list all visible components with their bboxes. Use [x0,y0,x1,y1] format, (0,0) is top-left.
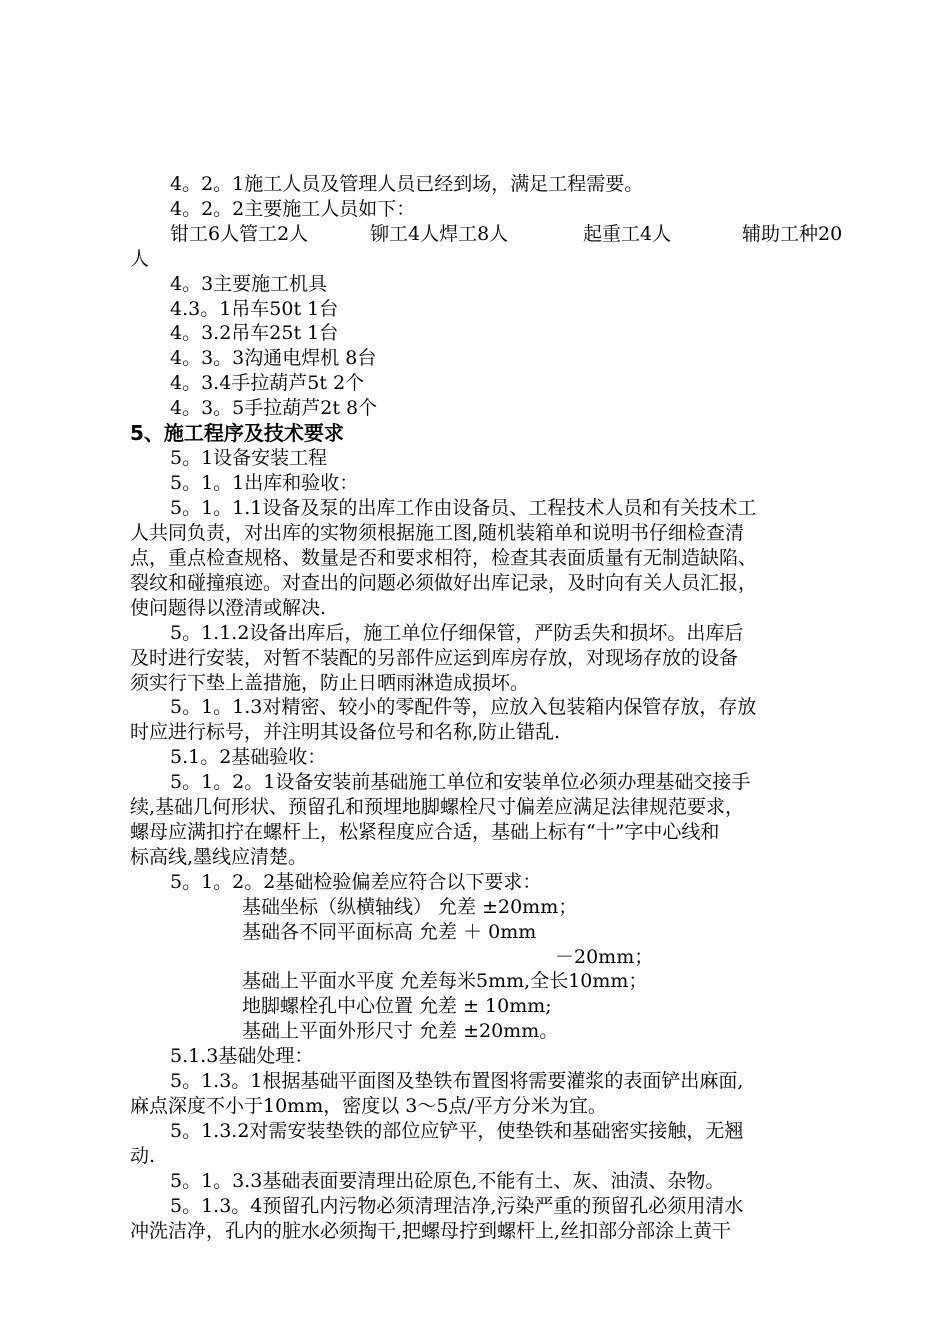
paragraph-line: 标高线,墨线应清楚。 [130,846,308,868]
paragraph-line: 4。3.2吊车25t 1台 [170,322,339,344]
paragraph-line: 5.1.3基础处理： [170,1045,314,1067]
worker-list-item: 辅助工种20 [742,223,843,245]
paragraph-line: 5。1。3.3基础表面要清理出砼原色,不能有土、灰、油渍、杂物。 [170,1170,725,1192]
paragraph-line: 5。1.1.2设备出库后，施工单位仔细保管，严防丢失和损坏。出库后 [170,622,744,644]
paragraph-line: 5。1.3.2对需安装垫铁的部位应铲平，使垫铁和基础密实接触，无翘 [170,1120,744,1142]
paragraph-line: 螺母应满扣拧在螺杆上，松紧程度应合适，基础上标有“十”字中心线和 [130,821,720,843]
paragraph-line: 人共同负责，对出库的实物须根据施工图,随机装箱单和说明书仔细检查清 [130,522,745,544]
tolerance-line: 地脚螺栓孔中心位置 允差 ± 10mm; [242,995,552,1017]
paragraph-line: 5。1。2。2基础检验偏差应符合以下要求： [170,871,542,893]
tolerance-line: 基础坐标（纵横轴线） 允差 ±20mm； [242,896,578,918]
paragraph-line: 5.1。2基础验收： [170,746,327,768]
worker-list-item: 铆工4人焊工8人 [370,223,509,245]
paragraph-line: 麻点深度不小于10mm，密度以 3～5点/平方分米为宜。 [130,1095,607,1117]
paragraph-line: 人 [130,248,150,270]
tolerance-line: －20mm； [555,946,654,968]
paragraph-line: 须实行下垫上盖措施，防止日晒雨淋造成损坏。 [130,672,530,694]
paragraph-line: 时应进行标号，并注明其设备位号和名称,防止错乱. [130,721,561,743]
paragraph-line: 4。3.4手拉葫芦5t 2个 [170,372,365,394]
paragraph-line: 及时进行安装，对暂不装配的另部件应运到库房存放，对现场存放的设备 [130,647,739,669]
paragraph-line: 5。1.3。1根据基础平面图及垫铁布置图将需要灌浆的表面铲出麻面, [170,1070,744,1092]
paragraph-line: 4。3。3沟通电焊机 8台 [170,347,377,369]
paragraph-line: 使问题得以澄清或解决. [130,597,327,619]
paragraph-line: 5。1.3。4预留孔内污物必须清理洁净,污染严重的预留孔必须用清水 [170,1195,744,1217]
paragraph-line: 4。3。5手拉葫芦2t 8个 [170,397,378,419]
paragraph-line: 4.3。1吊车50t 1台 [170,298,339,320]
paragraph-line: 点，重点检查规格、数量是否和要求相符，检查其表面质量有无制造缺陷、 [130,547,758,569]
paragraph-line: 5。1。2。1设备安装前基础施工单位和安装单位必须办理基础交接手 [170,771,751,793]
paragraph-line: 动. [130,1145,156,1167]
tolerance-line: 基础上平面水平度 允差每米5mm,全长10mm； [242,970,648,992]
tolerance-line: 基础上平面外形尺寸 允差 ±20mm。 [242,1020,559,1042]
paragraph-line: 裂纹和碰撞痕迹。对查出的问题必须做好出库记录，及时向有关人员汇报， [130,572,758,594]
paragraph-line: 4。2。2主要施工人员如下： [170,198,416,220]
paragraph-line: 4。2。1施工人员及管理人员已经到场，满足工程需要。 [170,173,644,195]
paragraph-line: 5。1。1出库和验收： [170,472,359,494]
worker-list-item: 钳工6人管工2人 [170,223,309,245]
tolerance-line: 基础各不同平面标高 允差 ＋ 0mm [242,921,537,943]
paragraph-line: 5。1。1.1设备及泵的出库工作由设备员、工程技术人员和有关技术工 [170,497,757,519]
section-heading: 5、施工程序及技术要求 [130,421,344,445]
paragraph-line: 续,基础几何形状、预留孔和预埋地脚螺栓尺寸偏差应满足法律规范要求， [130,796,745,818]
paragraph-line: 冲洗洁净，孔内的脏水必须掏干,把螺母拧到螺杆上,丝扣部分部涂上黄干 [130,1220,732,1242]
paragraph-line: 5。1。1.3对精密、较小的零配件等，应放入包装箱内保管存放，存放 [170,696,757,718]
paragraph-line: 4。3主要施工机具 [170,273,328,295]
paragraph-line: 5。1设备安装工程 [170,447,328,469]
worker-list-item: 起重工4人 [583,223,672,245]
